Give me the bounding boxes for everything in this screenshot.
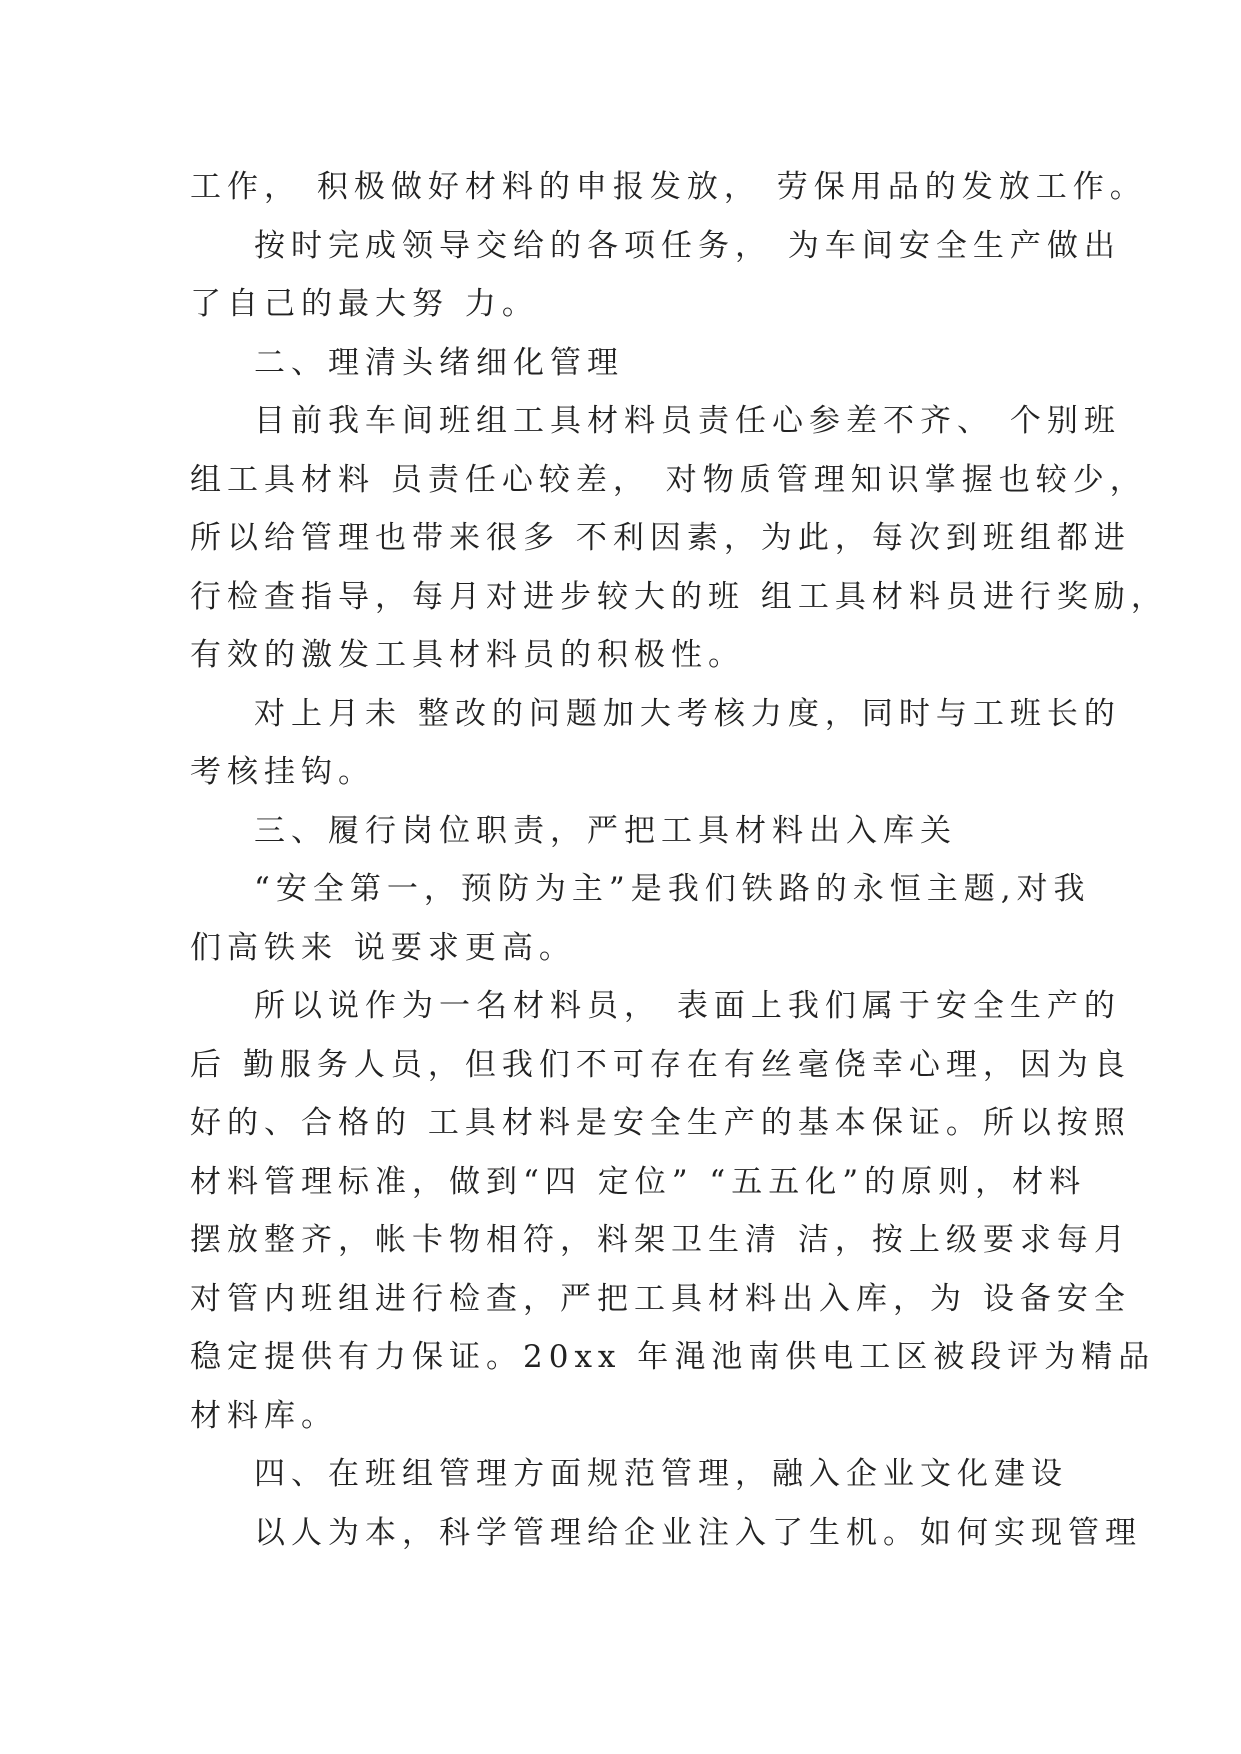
- text-line: 考核挂钩。: [190, 754, 375, 790]
- text-line: 稳定提供有力保证。20xx 年渑池南供电工区被段评为精品: [190, 1339, 1156, 1375]
- text-line: 三、履行岗位职责，严把工具材料出入库关: [254, 812, 957, 849]
- text-line: 对上月未 整改的问题加大考核力度，同时与工班长的: [254, 695, 1121, 732]
- text-line: 组工具材料 员责任心较差， 对物质管理知识掌握也较少，: [190, 461, 1147, 498]
- text-line: 们高铁来 说要求更高。: [190, 929, 576, 966]
- text-line: 四、在班组管理方面规范管理，融入企业文化建设: [254, 1456, 1068, 1492]
- text-line: 好的、合格的 工具材料是安全生产的基本保证。所以按照: [190, 1105, 1131, 1141]
- text-line: 工作， 积极做好材料的申报发放， 劳保用品的发放工作。: [190, 169, 1147, 205]
- text-line: 材料库。: [190, 1397, 338, 1434]
- text-line: 二、理清头绪细化管理: [254, 344, 624, 381]
- text-line: 对管内班组进行检查，严把工具材料出入库，为 设备安全: [190, 1280, 1131, 1317]
- text-line: 摆放整齐，帐卡物相符，料架卫生清 洁，按上级要求每月: [190, 1222, 1131, 1258]
- text-line: 所以给管理也带来很多 不利因素，为此，每次到班组都进: [190, 520, 1131, 556]
- text-line: 所以说作为一名材料员， 表面上我们属于安全生产的: [254, 988, 1121, 1024]
- text-line: 了自己的最大努 力。: [190, 286, 539, 322]
- text-line: 以人为本，科学管理给企业注入了生机。如何实现管理: [254, 1514, 1142, 1551]
- text-line: 行检查指导，每月对进步较大的班 组工具材料员进行奖励，: [190, 578, 1168, 615]
- document-body: [190, 158, 1168, 1562]
- text-line: 后 勤服务人员，但我们不可存在有丝毫侥幸心理，因为良: [190, 1046, 1131, 1083]
- text-line: “安全第一，预防为主”是我们铁路的永恒主题,对我: [254, 871, 1091, 907]
- text-line: 目前我车间班组工具材料员责任心参差不齐、 个别班: [254, 403, 1121, 439]
- text-line: 按时完成领导交给的各项任务， 为车间安全生产做出: [254, 227, 1121, 264]
- text-line: 材料管理标准，做到“四 定位” “五五化”的原则，材料: [190, 1163, 1087, 1200]
- text-line: 有效的激发工具材料员的积极性。: [190, 637, 745, 673]
